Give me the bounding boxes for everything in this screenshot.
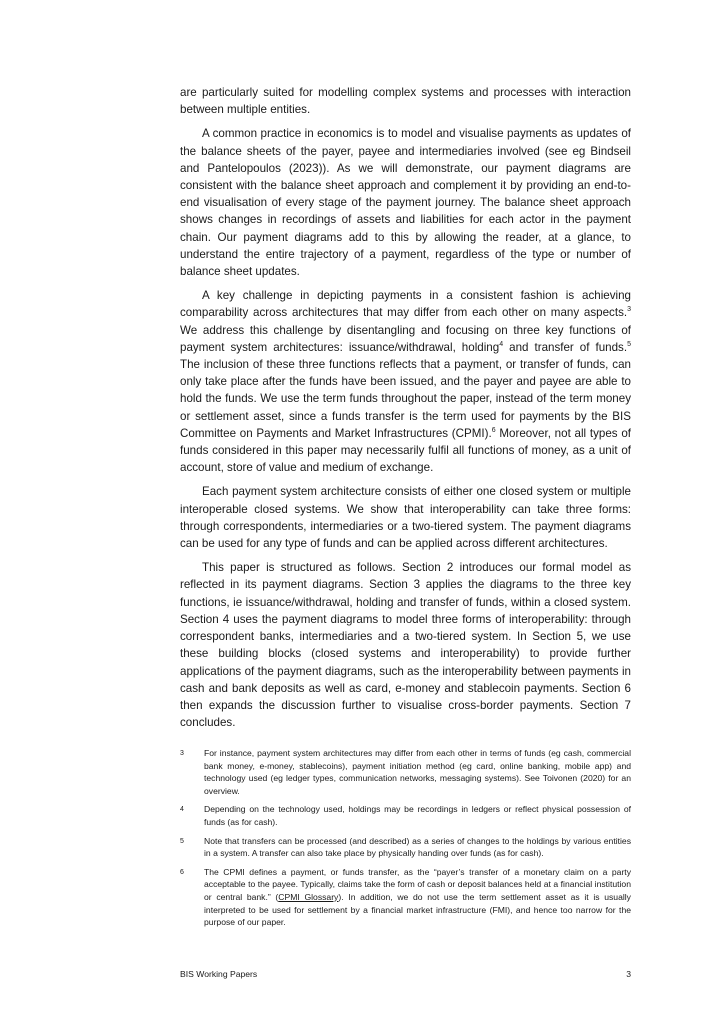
footnote-ref-4[interactable]: 4	[499, 340, 504, 348]
footnote-number: 4	[180, 806, 184, 814]
paragraph-4: Each payment system architecture consists of either one closed system or multiple interoperable closed systems. We show that interoperability can take three forms: through correspondents, intermediaries or a two-tiered system. The payment diagrams can be used for any type of funds and can be applied across different architectures.	[180, 485, 631, 551]
paragraph-5: This paper is structured as follows. Section 2 introduces our formal model as reflected in its payment diagrams. Section 3 applies the diagrams to the three key functions, ie issuance/withdrawal, holding and transfer of funds, within a closed system. Section 4 uses the payment diagrams to model three forms of interoperability: through correspondent banks, intermediaries and a two-tiered system. In Section 5, we use these building blocks (closed systems and interoperability) to provide further applications of the payment diagrams, such as the interoperability between payments in cash and bank deposits as well as card, e-money and stablecoin payments. Section 6 then expands the discussion further to visualise cross-border payments. Section 7 concludes.	[180, 561, 631, 730]
paragraph-3: A key challenge in depicting payments in a consistent fashion is achieving comparability across architectures that may differ from each other on many aspects.$^3$ We address this challenge by disentangling and focusing on three key functions of payment system architectures: issuance/withdrawal, holding$^4$ and transfer of funds.$^5$ The inclusion of these three functions reflects that a payment, or transfer of funds, can only take place after the funds have been issued, and the payer and payee are able to hold the funds. We use the term funds throughout the paper, instead of the term money or settlement asset, since a funds transfer is the term used for payments by the BIS Committee on Payments and Market Infrastructures (CPMI).$^6$ Moreover, not all types of funds considered in this paper may necessarily fulfil all functions of money, as a unit of account, store of value and medium of exchange.	[180, 289, 631, 475]
footnote-text: Depending on the technology used, holdings may be recordings in ledgers or reflect physical possession of funds (as for cash).	[204, 804, 631, 827]
footnote-number: 5	[180, 837, 184, 845]
footnote-3	[180, 747, 631, 797]
footnote-6	[180, 866, 631, 929]
footnote-number: 3	[180, 750, 184, 757]
paragraph-2: A common practice in economics is to model and visualise payments as updates of the balance sheets of the payer, payee and intermediaries involved (see eg Bindseil and Pantelopoulos (2023)). As we will demonstrate, our payment diagrams are consistent with the balance sheet approach and complement it by providing an end-to-end visualisation of every stage of the payment journey. The balance sheet approach shows changes in recordings of assets and liabilities for each actor in the payment chain. Our payment diagrams add to this by allowing the reader, at a glance, to understand the entire trajectory of a payment, regardless of the type or number of balance sheet updates.	[180, 127, 631, 279]
footnote-number: 6	[180, 868, 184, 876]
body-text	[180, 84, 631, 738]
page-footer	[180, 968, 631, 980]
footnote-ref-6[interactable]: 6	[491, 427, 496, 434]
footnote-4	[180, 803, 631, 828]
page-number: 3	[626, 969, 631, 979]
paragraph-1: are particularly suited for modelling complex systems and processes with interaction between multiple entities.	[180, 86, 631, 117]
footnote-5	[180, 835, 631, 860]
cpmi-glossary-link[interactable]: CPMI Glossary	[278, 891, 339, 902]
footnote-ref-5[interactable]: 5	[627, 340, 631, 348]
footnote-text: Note that transfers can be processed (and described) as a series of changes to the holdings by various entities in a system. A transfer can also take place by physically handing over funds (as for cash).	[204, 835, 631, 859]
footnote-text: For instance, payment system architectures may differ from each other in terms of funds (eg cash, commercial bank money, e-money, stablecoins), payment initiation method (eg card, online banking, mobile app) and technology used (eg ledger types, communication networks, messaging systems). See Toivonen (2020) for an overview.	[204, 748, 631, 796]
footer-publication: BIS Working Papers	[180, 969, 258, 979]
footnotes	[180, 747, 631, 935]
footnote-text: The CPMI defines a payment, or funds transfer, as the “payer’s transfer of a monetary claim on a party acceptable to the payee. Typically, claims take the form of cash or deposit balances held at a financial institution or central bank.” (CPMI Glossary). In addition, we do not use the term settlement asset as it is usually interpreted to be used for settlement by a financial market infrastructure (FMI), and hence too narrow for the purpose of our paper.	[204, 866, 631, 928]
footnote-ref-3[interactable]: 3	[627, 306, 631, 314]
